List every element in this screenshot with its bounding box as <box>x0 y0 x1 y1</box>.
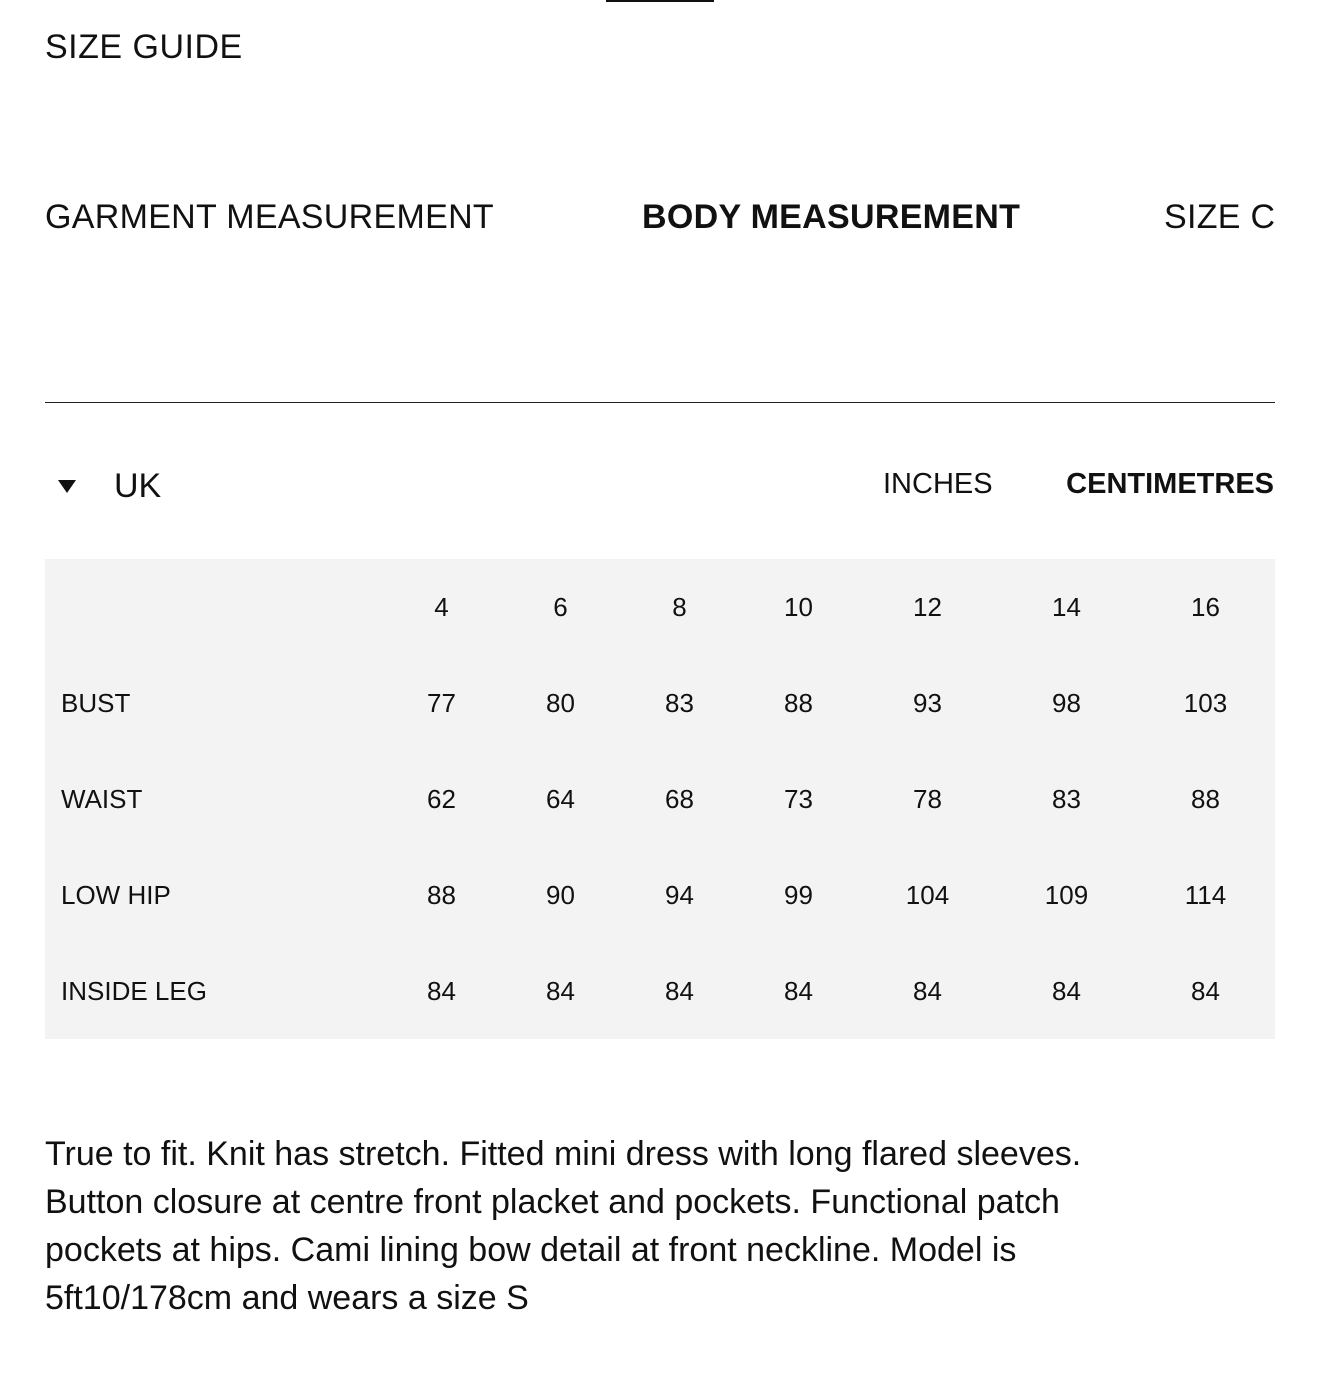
size-table-container <box>45 559 1275 1039</box>
table-cell: 90 <box>546 879 575 910</box>
section-divider <box>45 402 1275 403</box>
table-row <box>45 751 1275 847</box>
size-header-cell: 6 <box>553 591 568 622</box>
table-row <box>45 943 1275 1039</box>
table-cell: 78 <box>913 783 942 814</box>
region-dropdown[interactable] <box>58 464 161 508</box>
unit-toggle-centimetres[interactable]: CENTIMETRES <box>1066 468 1274 500</box>
size-header-cell: 16 <box>1191 591 1220 622</box>
measurement-tabs <box>45 198 1275 242</box>
table-cell: 88 <box>427 879 456 910</box>
table-cell: 93 <box>913 687 942 718</box>
caret-down-icon <box>58 480 76 493</box>
tab-size-conversion[interactable]: SIZE C <box>1164 198 1275 236</box>
table-cell: 68 <box>665 783 694 814</box>
page-title: SIZE GUIDE <box>45 28 243 66</box>
table-cell: 84 <box>1052 975 1081 1006</box>
unit-toggle-inches[interactable]: INCHES <box>883 468 993 500</box>
row-label: INSIDE LEG <box>61 975 207 1006</box>
table-cell: 77 <box>427 687 456 718</box>
tab-body-measurement[interactable]: BODY MEASUREMENT <box>642 198 1021 236</box>
size-header-cell: 12 <box>913 591 942 622</box>
table-cell: 83 <box>665 687 694 718</box>
table-cell: 64 <box>546 783 575 814</box>
table-cell: 84 <box>1191 975 1220 1006</box>
table-cell: 73 <box>784 783 813 814</box>
table-row <box>45 847 1275 943</box>
table-cell: 84 <box>665 975 694 1006</box>
scroll-indicator-bar <box>606 0 714 2</box>
table-cell: 104 <box>905 879 950 910</box>
table-row <box>45 655 1275 751</box>
product-fit-description: True to fit. Knit has stretch. Fitted mini dress with long flared sleeves. Button closure at centre front placket and pockets. Functional patch pockets at hips. Cami lining bow detail at front neckline. Model is 5ft10/178cm and wears a size S <box>45 1135 1082 1317</box>
size-header-cell: 14 <box>1052 591 1081 622</box>
table-cell: 80 <box>546 687 575 718</box>
row-label: LOW HIP <box>61 879 171 910</box>
size-table <box>45 559 1275 1039</box>
size-header-cell: 8 <box>672 591 687 622</box>
table-cell: 103 <box>1183 687 1228 718</box>
row-label: WAIST <box>61 783 143 814</box>
tab-garment-measurement[interactable]: GARMENT MEASUREMENT <box>45 198 494 236</box>
table-cell: 88 <box>1191 783 1220 814</box>
table-cell: 94 <box>665 879 694 910</box>
table-cell: 83 <box>1052 783 1081 814</box>
table-cell: 98 <box>1052 687 1081 718</box>
table-cell: 84 <box>784 975 813 1006</box>
row-label: BUST <box>61 687 131 718</box>
table-cell: 88 <box>784 687 813 718</box>
table-cell: 99 <box>784 879 813 910</box>
region-selected-label: UK <box>114 466 162 505</box>
table-cell: 84 <box>546 975 575 1006</box>
table-cell: 84 <box>913 975 942 1006</box>
size-header-cell: 10 <box>784 591 813 622</box>
table-cell: 84 <box>427 975 456 1006</box>
size-header-cell: 4 <box>434 591 449 622</box>
size-header-row <box>45 559 1275 655</box>
table-cell: 114 <box>1184 879 1227 910</box>
header-empty-cell <box>45 559 382 655</box>
table-cell: 109 <box>1044 879 1089 910</box>
table-cell: 62 <box>427 783 456 814</box>
